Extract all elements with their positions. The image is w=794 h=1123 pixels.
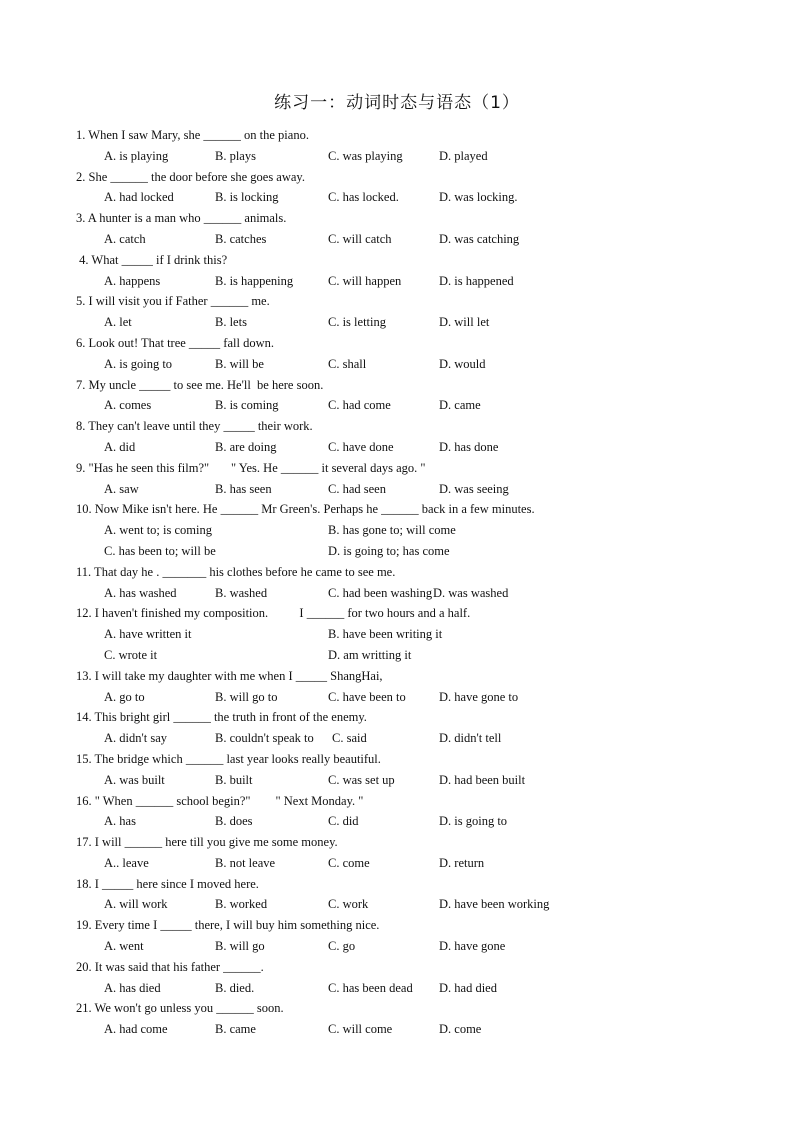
option-b: B. is coming (215, 398, 279, 413)
option-c: C. is letting (328, 315, 386, 330)
option-d: D. was seeing (439, 481, 509, 496)
option-c: C. had come (328, 398, 391, 413)
option-a: A.. leave (104, 855, 149, 870)
question-item (76, 562, 756, 604)
question-stem: 9. "Has he seen this film?" " Yes. He ______ it several days ago. " (76, 460, 426, 475)
option-row (76, 645, 756, 666)
question-stem: 12. I haven't finished my composition. I ______ for two hours and a half. (76, 606, 471, 621)
question-stem: 3. A hunter is a man who ______ animals. (76, 211, 287, 226)
question-item (76, 957, 756, 999)
option-c: C. will happen (328, 273, 402, 288)
option-row (76, 1019, 756, 1040)
option-row (76, 520, 756, 541)
option-a: A. saw (104, 481, 139, 496)
question-item (76, 749, 756, 791)
option-b: B. does (215, 814, 253, 829)
question-item (76, 250, 756, 292)
option-a: A. is going to (104, 356, 173, 371)
question-item (76, 874, 756, 916)
option-d: D. was catching (439, 231, 520, 246)
option-b: B. came (215, 1022, 256, 1037)
option-row (76, 146, 756, 167)
option-d: D. would (439, 356, 486, 371)
option-b: B. have been writing it (328, 627, 443, 642)
question-stem: 17. I will ______ here till you give me some money. (76, 835, 338, 850)
option-a: A. didn't say (104, 731, 168, 746)
option-b: B. plays (215, 148, 256, 163)
option-c: C. have done (328, 439, 394, 454)
option-c: C. wrote it (104, 647, 158, 662)
option-b: B. worked (215, 897, 268, 912)
option-b: B. not leave (215, 855, 276, 870)
option-d: D. have been working (439, 897, 550, 912)
option-b: B. are doing (215, 439, 277, 454)
option-d: D. is going to (439, 814, 508, 829)
question-item (76, 707, 756, 749)
option-row (76, 624, 756, 645)
option-row (76, 229, 756, 250)
question-item (76, 832, 756, 874)
page-title: 练习一：动词时态与语态（1） (274, 93, 520, 113)
question-stem: 8. They can't leave until they _____ their work. (76, 419, 313, 434)
option-c: C. did (328, 814, 359, 829)
option-d: D. was locking. (439, 190, 518, 205)
question-item (76, 791, 756, 833)
option-a: A. had locked (104, 190, 174, 205)
option-a: A. let (104, 315, 132, 330)
question-item (76, 375, 756, 417)
option-d: D. will let (439, 315, 490, 330)
option-d: D. am writting it (328, 647, 412, 662)
question-list (76, 125, 756, 1040)
option-row (76, 853, 756, 874)
question-item (76, 915, 756, 957)
option-d: D. came (439, 398, 481, 413)
option-row (76, 811, 756, 832)
option-d: D. have gone (439, 939, 506, 954)
option-row (76, 354, 756, 375)
question-item (76, 208, 756, 250)
option-b: B. will go to (215, 689, 278, 704)
option-row (76, 728, 756, 749)
question-stem: 6. Look out! That tree _____ fall down. (76, 335, 274, 350)
option-row (76, 187, 756, 208)
option-d: D. played (439, 148, 488, 163)
option-b: B. is locking (215, 190, 279, 205)
option-c: C. had been washing (328, 585, 433, 600)
option-b: B. died. (215, 980, 255, 995)
option-row (76, 770, 756, 791)
option-a: A. happens (104, 273, 161, 288)
question-stem: 15. The bridge which ______ last year looks really beautiful. (76, 751, 381, 766)
option-c: C. has locked. (328, 190, 399, 205)
question-stem: 21. We won't go unless you ______ soon. (76, 1001, 284, 1016)
option-b: B. washed (215, 585, 268, 600)
option-row (76, 583, 756, 604)
question-item (76, 666, 756, 708)
option-c: C. has been dead (328, 980, 413, 995)
question-stem: 10. Now Mike isn't here. He ______ Mr Green's. Perhaps he ______ back in a few minutes. (76, 502, 535, 517)
option-b: B. is happening (215, 273, 294, 288)
option-c: C. said (332, 731, 367, 746)
option-b: B. lets (215, 315, 247, 330)
question-item (76, 291, 756, 333)
option-c: C. was set up (328, 772, 395, 787)
option-a: A. went to; is coming (104, 523, 212, 538)
option-row (76, 936, 756, 957)
option-b: B. couldn't speak to (215, 731, 314, 746)
question-stem: 14. This bright girl ______ the truth in front of the enemy. (76, 710, 367, 725)
option-row (76, 312, 756, 333)
option-row (76, 271, 756, 292)
option-row (76, 437, 756, 458)
question-item (76, 603, 756, 665)
option-b: B. built (215, 772, 253, 787)
option-a: A. has (104, 814, 136, 829)
question-stem: 7. My uncle _____ to see me. He'll be here soon. (76, 377, 324, 392)
question-item (76, 499, 756, 561)
option-row (76, 395, 756, 416)
option-c: C. will catch (328, 231, 392, 246)
option-c: C. work (328, 897, 369, 912)
option-d: D. has done (439, 439, 499, 454)
option-b: B. will be (215, 356, 264, 371)
option-a: A. had come (104, 1022, 168, 1037)
question-stem: 5. I will visit you if Father ______ me. (76, 294, 270, 309)
option-c: C. go (328, 939, 356, 954)
option-c: C. has been to; will be (104, 543, 216, 558)
option-c: C. have been to (328, 689, 406, 704)
question-stem: 13. I will take my daughter with me when I _____ ShangHai, (76, 668, 383, 683)
option-a: A. is playing (104, 148, 169, 163)
option-a: A. catch (104, 231, 146, 246)
question-stem: 2. She ______ the door before she goes away. (76, 169, 305, 184)
question-item (76, 167, 756, 209)
option-row (76, 479, 756, 500)
option-c: C. had seen (328, 481, 386, 496)
option-a: A. has washed (104, 585, 177, 600)
option-d: D. return (439, 855, 485, 870)
option-c: C. come (328, 855, 370, 870)
option-d: D. is going to; has come (328, 543, 450, 558)
option-row (76, 978, 756, 999)
option-d: D. come (439, 1022, 482, 1037)
option-a: A. have written it (104, 627, 192, 642)
option-a: A. was built (104, 772, 165, 787)
option-row (76, 687, 756, 708)
option-d: D. had been built (439, 772, 526, 787)
question-item (76, 416, 756, 458)
option-d: D. is happened (439, 273, 514, 288)
option-row (76, 541, 756, 562)
option-a: A. will work (104, 897, 168, 912)
question-stem: 4. What _____ if I drink this? (76, 252, 228, 267)
question-stem: 1. When I saw Mary, she ______ on the piano. (76, 128, 309, 142)
option-b: B. catches (215, 231, 267, 246)
question-item (76, 998, 756, 1040)
option-b: B. has gone to; will come (328, 523, 456, 538)
option-a: A. went (104, 939, 144, 954)
question-stem: 16. " When ______ school begin?" " Next Monday. " (76, 793, 364, 808)
question-stem: 20. It was said that his father ______. (76, 959, 264, 974)
option-a: A. go to (104, 689, 145, 704)
question-item (76, 458, 756, 500)
option-d: D. had died (439, 980, 497, 995)
option-a: A. has died (104, 980, 161, 995)
question-item (76, 333, 756, 375)
option-c: C. shall (328, 356, 367, 371)
option-d: D. was washed (433, 585, 509, 600)
question-stem: 19. Every time I _____ there, I will buy him something nice. (76, 918, 380, 933)
option-d: D. have gone to (439, 689, 519, 704)
option-a: A. did (104, 439, 136, 454)
question-stem: 18. I _____ here since I moved here. (76, 876, 259, 891)
option-c: C. was playing (328, 148, 403, 163)
option-b: B. has seen (215, 481, 272, 496)
option-b: B. will go (215, 939, 265, 954)
option-a: A. comes (104, 398, 152, 413)
option-d: D. didn't tell (439, 731, 502, 746)
question-stem: 11. That day he . _______ his clothes before he came to see me. (76, 564, 396, 579)
option-row (76, 894, 756, 915)
option-c: C. will come (328, 1022, 393, 1037)
question-item (76, 125, 756, 167)
